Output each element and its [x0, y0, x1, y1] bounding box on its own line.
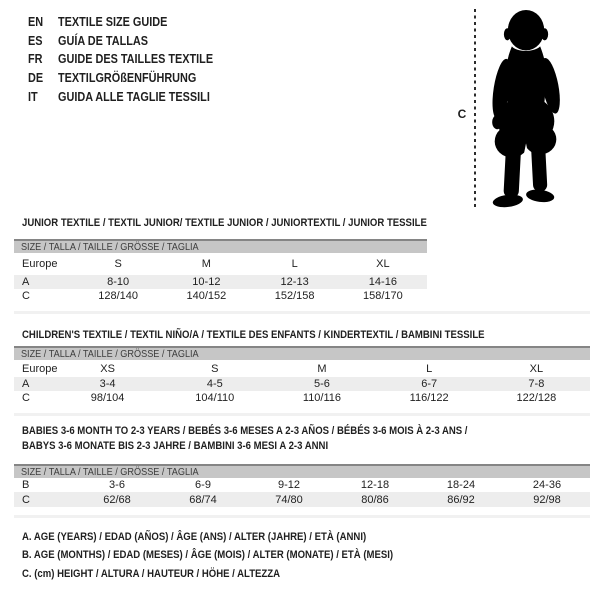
language-row	[28, 87, 236, 106]
size-value: 80/86	[332, 492, 418, 507]
babies-size-table	[14, 464, 590, 507]
row-label: C	[14, 492, 74, 507]
language-row	[28, 50, 236, 69]
column-header: M	[201, 258, 211, 270]
size-value: 140/152	[186, 290, 227, 302]
size-value: 92/98	[504, 492, 590, 507]
babies-table-title: BABIES 3-6 MONTH TO 2-3 YEARS / BEBÉS 3-6 MESES A 2-3 AÑOS / BÉBÉS 3-6 MOIS À 2-3 ANS / BABYS 3-6 MONATE BIS 2-3 JAHRE / BAMBINI 3-6 MESI A 2-3 ANNI	[22, 425, 468, 452]
legend-line-a: A. AGE (YEARS) / EDAD (AÑOS) / ÂGE (ANS) / ALTER (JAHRE) / ETÀ (ANNI)	[22, 531, 367, 543]
size-value: 12-13	[251, 275, 339, 289]
language-title: TEXTILGRÖßENFÜHRUNG	[58, 71, 197, 86]
column-header: M	[317, 362, 327, 375]
size-value: 10-12	[162, 275, 250, 289]
toddler-silhouette-icon	[480, 8, 568, 210]
row-label: C	[22, 290, 30, 302]
size-value: 8-10	[74, 275, 162, 289]
size-value: 110/116	[302, 392, 342, 404]
language-code: ES	[28, 33, 43, 48]
column-header: Europe	[22, 258, 58, 270]
section-divider	[14, 515, 590, 518]
size-value: 122/128	[516, 392, 557, 404]
row-label: B	[22, 479, 30, 491]
legend	[22, 531, 449, 586]
column-header: S	[114, 258, 122, 270]
legend-line-b: B. AGE (MONTHS) / EDAD (MESES) / ÂGE (MOIS) / ALTER (MONATE) / ETÀ (MESI)	[22, 549, 394, 562]
size-value: 3-6	[109, 479, 125, 491]
children-size-table	[14, 346, 590, 405]
junior-size-table	[14, 239, 427, 303]
language-row	[28, 69, 236, 88]
column-header: XL	[376, 258, 390, 270]
size-value: 24-36	[532, 479, 562, 491]
size-value: 18-24	[446, 479, 476, 491]
size-header-band: SIZE / TALLA / TAILLE / GRÖSSE / TAGLIA	[14, 347, 590, 360]
size-value: 86/92	[418, 492, 504, 507]
size-value: 152/158	[274, 290, 315, 302]
size-value: 62/68	[74, 492, 160, 507]
size-value: 116/122	[409, 392, 449, 404]
size-header-band: SIZE / TALLA / TAILLE / GRÖSSE / TAGLIA	[14, 465, 590, 478]
section-divider	[14, 311, 590, 314]
size-value: 98/104	[90, 392, 125, 404]
size-value: 128/140	[98, 290, 138, 302]
column-header: S	[211, 362, 219, 375]
size-value: 6-9	[195, 479, 211, 491]
language-row	[28, 13, 236, 32]
column-header: XS	[100, 362, 115, 375]
size-value: 104/110	[195, 392, 235, 404]
language-title: GUIDE DES TAILLES TEXTILE	[58, 52, 214, 67]
row-label: A	[14, 377, 54, 391]
size-header-band: SIZE / TALLA / TAILLE / GRÖSSE / TAGLIA	[14, 240, 427, 253]
size-value: 4-5	[161, 377, 268, 391]
language-code: DE	[28, 71, 44, 86]
language-code: FR	[28, 52, 43, 67]
column-header: XL	[529, 362, 544, 375]
size-value: 6-7	[376, 377, 483, 391]
language-code: IT	[28, 89, 38, 104]
size-value: 5-6	[268, 377, 375, 391]
size-value: 158/170	[362, 290, 403, 302]
language-title-list	[28, 13, 236, 106]
language-title: TEXTILE SIZE GUIDE	[58, 15, 168, 30]
size-value: 7-8	[483, 377, 590, 391]
language-title: GUÍA DE TALLAS	[58, 33, 149, 48]
row-label: C	[22, 392, 30, 404]
language-title: GUIDA ALLE TAGLIE TESSILI	[58, 89, 210, 104]
size-value: 68/74	[160, 492, 246, 507]
junior-table-title: JUNIOR TEXTILE / TEXTIL JUNIOR/ TEXTILE JUNIOR / JUNIORTEXTIL / JUNIOR TESSILE	[22, 217, 427, 229]
column-header: L	[426, 362, 433, 375]
language-row	[28, 32, 236, 51]
size-value: 9-12	[277, 479, 301, 491]
size-value: 14-16	[339, 275, 427, 289]
size-value: 3-4	[54, 377, 161, 391]
language-code: EN	[28, 15, 44, 30]
height-label-c: C	[457, 107, 467, 121]
children-table-title: CHILDREN'S TEXTILE / TEXTIL NIÑO/A / TEXTILE DES ENFANTS / KINDERTEXTIL / BAMBINI TESSILE	[22, 329, 485, 341]
legend-line-c: C. (cm) HEIGHT / ALTURA / HAUTEUR / HÖHE / ALTEZZA	[22, 567, 281, 580]
column-header: L	[291, 258, 298, 270]
height-measure-dotted-line	[474, 9, 476, 207]
section-divider	[14, 413, 590, 416]
size-value: 12-18	[360, 479, 390, 491]
size-value: 74/80	[246, 492, 332, 507]
column-header: Europe	[22, 362, 58, 375]
row-label: A	[14, 275, 74, 289]
